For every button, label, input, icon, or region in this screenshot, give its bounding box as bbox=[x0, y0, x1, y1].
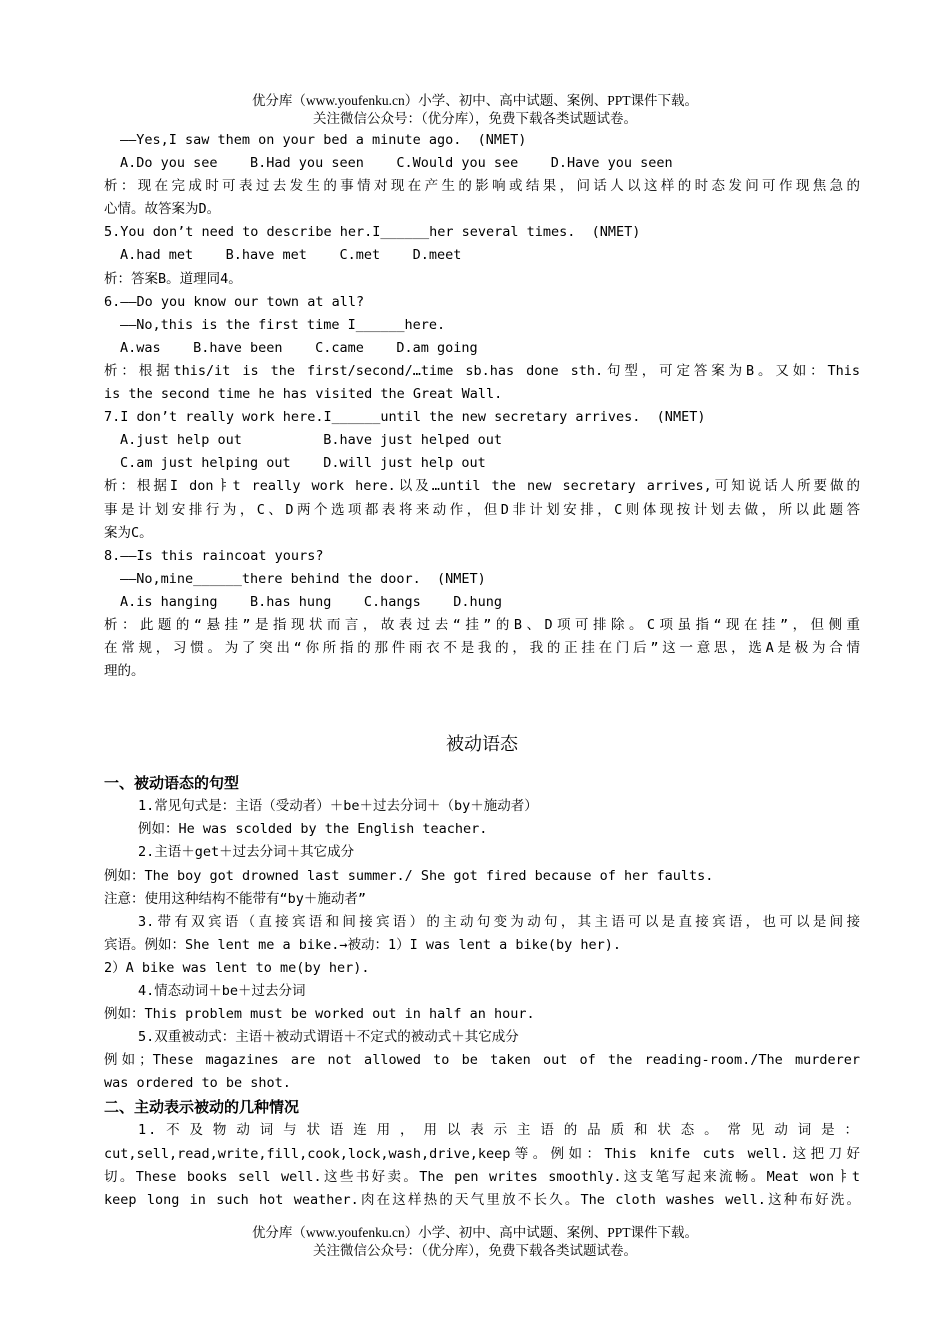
rule-line: 4.情态动词＋be＋过去分词 bbox=[138, 983, 306, 999]
example-line: keep long in such hot weather.肉在这样热的天气里放不长久。The cloth washes well.这种布好洗。 bbox=[104, 1191, 860, 1208]
analysis-line: 在常规，习惯。为了突出“你所指的那件雨衣不是我的，我的正挂在门后”这一意思，选A是极为合情 bbox=[104, 640, 860, 657]
question-7: 7.I don’t really work here.I______until the new secretary arrives. (NMET) bbox=[104, 409, 706, 426]
analysis-line: 析：此题的“悬挂”是指现状而言，故表过去“挂”的B、D项可排除。C项虽指“现在挂”，但侧重 bbox=[104, 616, 860, 633]
analysis-line: 案为C。 bbox=[104, 524, 153, 541]
rule-line: 2.主语＋get＋过去分词＋其它成分 bbox=[138, 844, 355, 861]
example-line: 切。These books sell well.这些书好卖。The pen writes smoothly.这支笔写起来流畅。Meat wonￄt bbox=[104, 1168, 860, 1185]
analysis-line: 析：现在完成时可表过去发生的事情对现在产生的影响或结果，问话人以这样的时态发问可作现焦急的 bbox=[104, 178, 860, 195]
example-line: 例如；These magazines are not allowed to be taken out of the reading-room./The murderer bbox=[104, 1052, 860, 1069]
answer-line: ——Yes,I saw them on your bed a minute ago. (NMET) bbox=[120, 132, 527, 148]
options-line: C.am just helping out D.will just help out bbox=[120, 455, 486, 472]
rule-line: 1.常见句式是：主语（受动者）＋be＋过去分词＋（by＋施动者） bbox=[138, 798, 538, 815]
analysis-line: 析：根据this/it is the first/second/…time sb.has done sth.句型，可定答案为B。又如：This bbox=[104, 362, 860, 379]
analysis-line: is the second time he has visited the Great Wall. bbox=[104, 386, 503, 403]
example-line: 例如：The boy got drowned last summer./ She got fired because of her faults. bbox=[104, 867, 714, 884]
example-line: 宾语。例如：She lent me a bike.→被动：1）I was lent a bike(by her). bbox=[104, 936, 622, 953]
page-footer bbox=[0, 1224, 950, 1260]
options-line: A.is hanging B.has hung C.hangs D.hung bbox=[120, 593, 503, 610]
rule-line: 5.双重被动式：主语＋被动式谓语＋不定式的被动式＋其它成分 bbox=[138, 1029, 519, 1046]
options-line: A.Do you see B.Had you seen C.Would you see D.Have you seen bbox=[120, 155, 673, 172]
analysis-line: 心情。故答案为D。 bbox=[104, 201, 221, 218]
example-line: cut,sell,read,write,fill,cook,lock,wash,drive,keep等。例如：This knife cuts well.这把刀好 bbox=[104, 1145, 860, 1162]
section-title: 被动语态 bbox=[446, 734, 518, 756]
footer-line-1: 优分库（www.youfenku.cn）小学、初中、高中试题、案例、PPT课件下载。 bbox=[251, 1225, 699, 1240]
options-line: A.was B.have been C.came D.am going bbox=[120, 339, 478, 356]
header-line-1: 优分库（www.youfenku.cn）小学、初中、高中试题、案例、PPT课件下载。 bbox=[251, 93, 699, 108]
document-body bbox=[104, 129, 860, 1212]
analysis-line: 事是计划安排行为，C、D两个选项都表将来动作，但D非计划安排，C则体现按计划去做，所以此题答 bbox=[104, 501, 860, 518]
question-5: 5.You don’t need to describe her.I______her several times. (NMET) bbox=[104, 224, 641, 241]
rule-line: 3.带有双宾语（直接宾语和间接宾语）的主动句变为动句，其主语可以是直接宾语，也可以是间接 bbox=[138, 913, 860, 930]
rule-line: 1.不及物动词与状语连用，用以表示主语的品质和状态。常见动词是： bbox=[138, 1122, 860, 1139]
answer-line: ——No,this is the first time I______here. bbox=[120, 316, 446, 333]
section-heading-1: 一、被动语态的句型 bbox=[104, 774, 240, 793]
options-line: A.just help out B.have just helped out bbox=[120, 432, 503, 449]
question-8: 8.——Is this raincoat yours? bbox=[104, 547, 324, 564]
analysis-line: 析：根据I donￄt really work here.以及…until the new secretary arrives,可知说话人所要做的 bbox=[104, 478, 860, 495]
example-line: 例如：He was scolded by the English teacher. bbox=[138, 821, 488, 838]
question-6: 6.——Do you know our town at all? bbox=[104, 293, 365, 310]
analysis-line: 析：答案B。道理同4。 bbox=[104, 270, 242, 287]
answer-line: ——No,mine______there behind the door. (NMET) bbox=[120, 570, 486, 587]
footer-line-2: 关注微信公众号：（优分库），免费下载各类试题试卷。 bbox=[313, 1243, 637, 1258]
note-line: 注意：使用这种结构不能带有“by＋施动者” bbox=[104, 890, 367, 907]
example-line: 2）A bike was lent to me(by her). bbox=[104, 959, 370, 976]
section-heading-2: 二、主动表示被动的几种情况 bbox=[104, 1098, 300, 1117]
header-line-2: 关注微信公众号：（优分库），免费下载各类试题试卷。 bbox=[313, 111, 637, 126]
options-line: A.had met B.have met C.met D.meet bbox=[120, 247, 462, 264]
analysis-line: 理的。 bbox=[104, 663, 145, 680]
example-line: was ordered to be shot. bbox=[104, 1075, 291, 1092]
page-header bbox=[0, 92, 950, 128]
example-line: 例如：This problem must be worked out in half an hour. bbox=[104, 1006, 535, 1023]
